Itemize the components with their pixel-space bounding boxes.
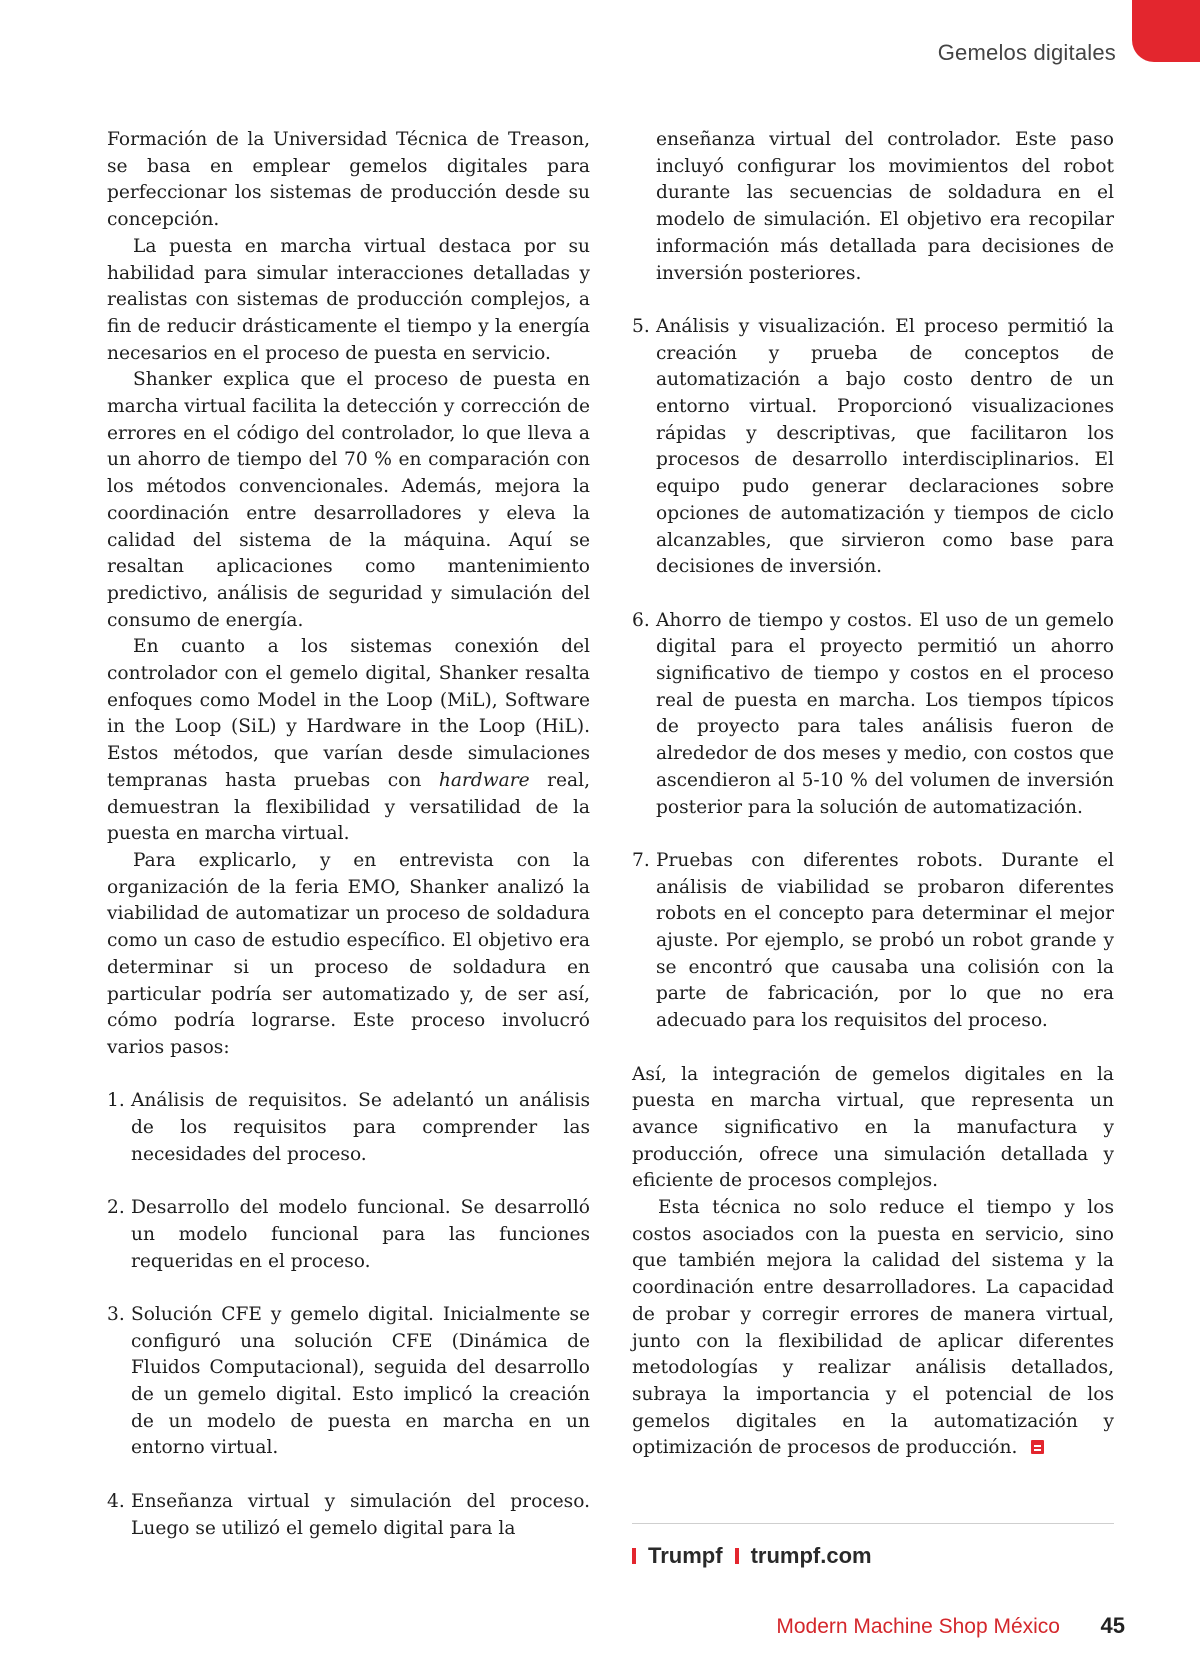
list-item	[107, 1088, 590, 1168]
step-text: Enseñanza virtual y simulación del proceso. Luego se utilizó el gemelo digital para la	[131, 1490, 590, 1539]
step-text: Pruebas con diferentes robots. Durante el análisis de viabilidad se probaron diferentes robots en el concepto para determinar el mejor ajuste. Por ejemplo, se probó un robot grande y se encontró que causaba una colisión con la parte de fabricación, por lo que no era adecuado para los requisitos del proceso.	[656, 849, 1114, 1032]
process-steps-list	[632, 127, 1114, 1035]
source-website[interactable]: trumpf.com	[750, 1543, 872, 1568]
source-credit	[632, 1543, 872, 1569]
step-text: Solución CFE y gemelo digital. Inicialmente se configuró una solución CFE (Dinámica de Fluidos Computacional), seguida del desarrollo de un gemelo digital. Esto implicó la creación de un modelo de puesta en marcha en un entorno virtual.	[131, 1303, 590, 1459]
article-paragraph: La puesta en marcha virtual destaca por su habilidad para simular interacciones detalladas y realistas con sistemas de producción complejos, a fin de reducir drásticamente el tiempo y la energía necesarios en el proceso de puesta en servicio.	[107, 235, 590, 364]
list-item	[107, 1195, 590, 1275]
divider	[632, 1523, 1114, 1524]
step-number: 2.	[107, 1197, 125, 1219]
footer-publication: Modern Machine Shop México	[776, 1615, 1060, 1638]
accent-bar-icon	[735, 1548, 739, 1564]
list-item	[107, 1302, 590, 1462]
process-steps-list	[107, 1088, 590, 1542]
article-paragraph	[632, 1195, 1114, 1462]
step-number: 7.	[632, 849, 650, 871]
paragraph-text: Esta técnica no solo reduce el tiempo y los costos asociados con la puesta en servicio, sino que también mejora la calidad del sistema y la coordinación entre desarrolladores. La capacidad de probar y corregir errores de manera virtual, junto con la flexibilidad de aplicar diferentes metodologías y realizar análisis detallados, subraya la importancia y el potencial de los gemelos digitales en la automatización y optimización de procesos de producción.	[632, 1197, 1114, 1459]
article-paragraph: Shanker explica que el proceso de puesta en marcha virtual facilita la detección y corrección de errores en el código del controlador, lo que lleva a un ahorro de tiempo del 70 % en comparación con los métodos convencionales. Además, mejora la coordinación entre desarrolladores y eleva la calidad del sistema de la máquina. Aquí se resaltan aplicaciones como mantenimiento predictivo, análisis de seguridad y simulación del consumo de energía.	[107, 369, 590, 631]
source-company: Trumpf	[648, 1543, 723, 1568]
list-item-continuation	[632, 127, 1114, 287]
step-text: Desarrollo del modelo funcional. Se desarrolló un modelo funcional para las funciones requeridas en el proceso.	[131, 1197, 590, 1272]
paragraph-text: En cuanto a los sistemas conexión del controlador con el gemelo digital, Shanker resalta enfoques como Model in the Loop (MiL), Software in the Loop (SiL) y Hardware in the Loop (HiL). Estos métodos, que varían desde simulaciones tempranas hasta pruebas con	[107, 636, 590, 791]
step-number: 5.	[632, 315, 650, 337]
left-column	[107, 127, 590, 1542]
article-end-icon	[1031, 1440, 1044, 1454]
list-item	[632, 608, 1114, 822]
list-item	[632, 848, 1114, 1035]
step-text: enseñanza virtual del controlador. Este paso incluyó configurar los movimientos del robot durante las secuencias de soldadura en el modelo de simulación. El objetivo era recopilar información más detallada para decisiones de inversión posteriores.	[656, 129, 1114, 284]
paragraph-text: real, demuestran la flexibilidad y versatilidad de la puesta en marcha virtual.	[107, 769, 590, 845]
step-number: 6.	[632, 609, 650, 631]
article-paragraph	[107, 634, 590, 848]
step-number: 3.	[107, 1303, 125, 1325]
article-paragraph: Para explicarlo, y en entrevista con la organización de la feria EMO, Shanker analizó la viabilidad de automatizar un proceso de soldadura como un caso de estudio específico. El objetivo era determinar si un proceso de soldadura en particular podría ser automatizado y, de ser así, cómo podría lograrse. Este proceso involucró varios pasos:	[107, 849, 590, 1058]
list-item	[107, 1489, 590, 1542]
section-title: Gemelos digitales	[937, 40, 1116, 65]
section-tab	[1132, 0, 1200, 62]
step-text: Análisis de requisitos. Se adelantó un análisis de los requisitos para comprender las necesidades del proceso.	[131, 1090, 590, 1165]
emphasized-term: hardware	[438, 769, 530, 791]
accent-bar-icon	[632, 1548, 636, 1564]
list-item	[632, 314, 1114, 581]
article-paragraph: Así, la integración de gemelos digitales en la puesta en marcha virtual, que representa un avance significativo en la manufactura y producción, ofrece una simulación detallada y eficiente de procesos complejos.	[632, 1063, 1114, 1192]
step-number: 4.	[107, 1490, 125, 1512]
step-text: Análisis y visualización. El proceso permitió la creación y prueba de conceptos de automatización a bajo costo dentro de un entorno virtual. Proporcionó visualizaciones rápidas y descriptivas, que facilitaron los procesos de desarrollo interdisciplinarios. El equipo pudo generar declaraciones sobre opciones de automatización y tiempos de ciclo alcanzables, que sirvieron como base para decisiones de inversión.	[656, 315, 1114, 578]
step-number: 1.	[107, 1090, 125, 1112]
step-text: Ahorro de tiempo y costos. El uso de un gemelo digital para el proyecto permitió un ahorro significativo de tiempo y costos en el proceso real de puesta en marcha. Los tiempos típicos de proyecto para tales análisis fueron de alrededor de dos meses y medio, con costos que ascendieron al 5-10 % del volumen de inversión posterior para la solución de automatización.	[656, 609, 1114, 818]
right-column	[632, 127, 1114, 1462]
page-number: 45	[1100, 1613, 1125, 1638]
article-paragraph: Formación de la Universidad Técnica de Treason, se basa en emplear gemelos digitales para perfeccionar los sistemas de producción desde su concepción.	[107, 129, 590, 231]
